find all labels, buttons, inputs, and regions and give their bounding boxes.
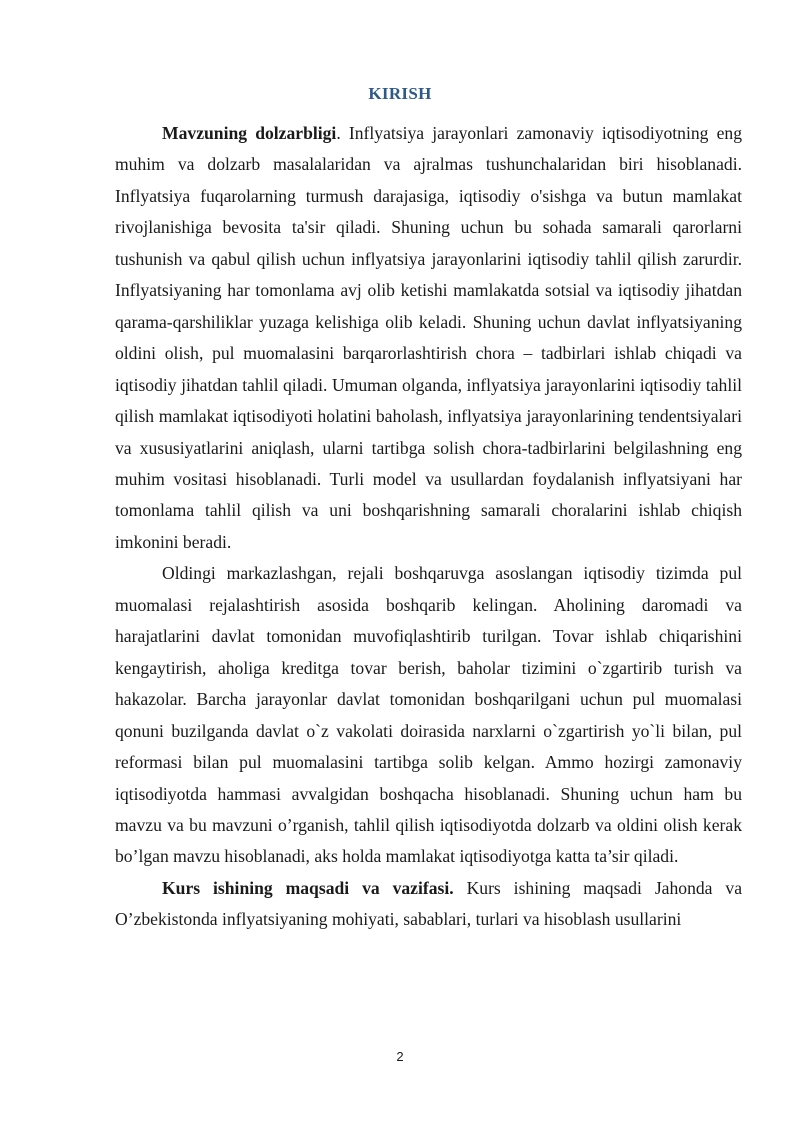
paragraph-text: Kurs ishining maqsadi Jahonda va O’zbekistonda inflyatsiyaning mohiyati, sabablari, turlari va hisoblash usullarini <box>115 877 742 930</box>
paragraph-lead: Kurs ishining maqsadi va vazifasi. <box>162 877 454 898</box>
body-text <box>115 118 742 936</box>
page-number: 2 <box>396 1049 404 1064</box>
paragraph-history <box>115 558 742 873</box>
paragraph-text: Oldingi markazlashgan, rejali boshqaruvga asoslangan iqtisodiy tizimda pul muomalasi rejalashtirish asosida boshqarib kelingan. Aholining daromadi va harajatlarini davlat tomonidan muvofiqlashtirib turilgan. Tovar ishlab chiqarishini kengaytirish, aholiga kreditga tovar berish, baholar tizimini o`zgartirib turish va hakazolar. Barcha jarayonlar davlat tomonidan boshqarilgani uchun pul muomalasi qonuni buzilganda davlat o`z vakolati doirasida narxlarni o`zgartirish yo`li bilan, pul reformasi bilan pul muomalasini tartibga solib kelgan. Ammo hozirgi zamonaviy iqtisodiyotda hammasi avvalgidan boshqacha hisoblanadi. Shuning uchun ham bu mavzu va bu mavzuni o’rganish, tahlil qilish iqtisodiyotda dolzarb va oldini olish kerak bo’lgan mavzu hisoblanadi, aks holda mamlakat iqtisodiyotga katta ta’sir qiladi. <box>115 563 742 867</box>
paragraph-relevance <box>115 118 742 558</box>
paragraph-lead: Mavzuning dolzarbligi <box>162 123 337 143</box>
paragraph-text: . Inflyatsiya jarayonlari zamonaviy iqtisodiyotning eng muhim va dolzarb masalalaridan va ajralmas tushunchalaridan biri hisoblanadi. Inflyatsiya fuqarolarning turmush darajasiga, iqtisodiy o'sishga va butun mamlakat rivojlanishiga bevosita ta'sir qiladi. Shuning uchun bu sohada samarali qarorlarni tushunish va qabul qilish uchun inflyatsiya jarayonlarini iqtisodiy tahlil qilish zarurdir. Inflyatsiyaning har tomonlama avj olib ketishi mamlakatda sotsial va iqtisodiy jihatdan qarama-qarshiliklar yuzaga kelishiga olib keladi. Shuning uchun davlat inflyatsiyaning oldini olish, pul muomalasini barqarorlashtirish chora – tadbirlari ishlab chiqadi va iqtisodiy jihatdan tahlil qiladi. Umuman olganda, inflyatsiya jarayonlarini iqtisodiy tahlil qilish mamlakat iqtisodiyoti holatini baholash, inflyatsiya jarayonlarining tendentsiyalari va xususiyatlarini aniqlash, ularni tartibga solish chora-tadbirlarini belgilashning eng muhim vositasi hisoblanadi. Turli model va usullardan foydalanish inflyatsiyani har tomonlama tahlil qilish va uni boshqarishning samarali choralarini ishlab chiqish imkonini beradi. <box>115 123 743 552</box>
section-heading: KIRISH <box>368 84 432 103</box>
paragraph-goal <box>115 873 742 936</box>
